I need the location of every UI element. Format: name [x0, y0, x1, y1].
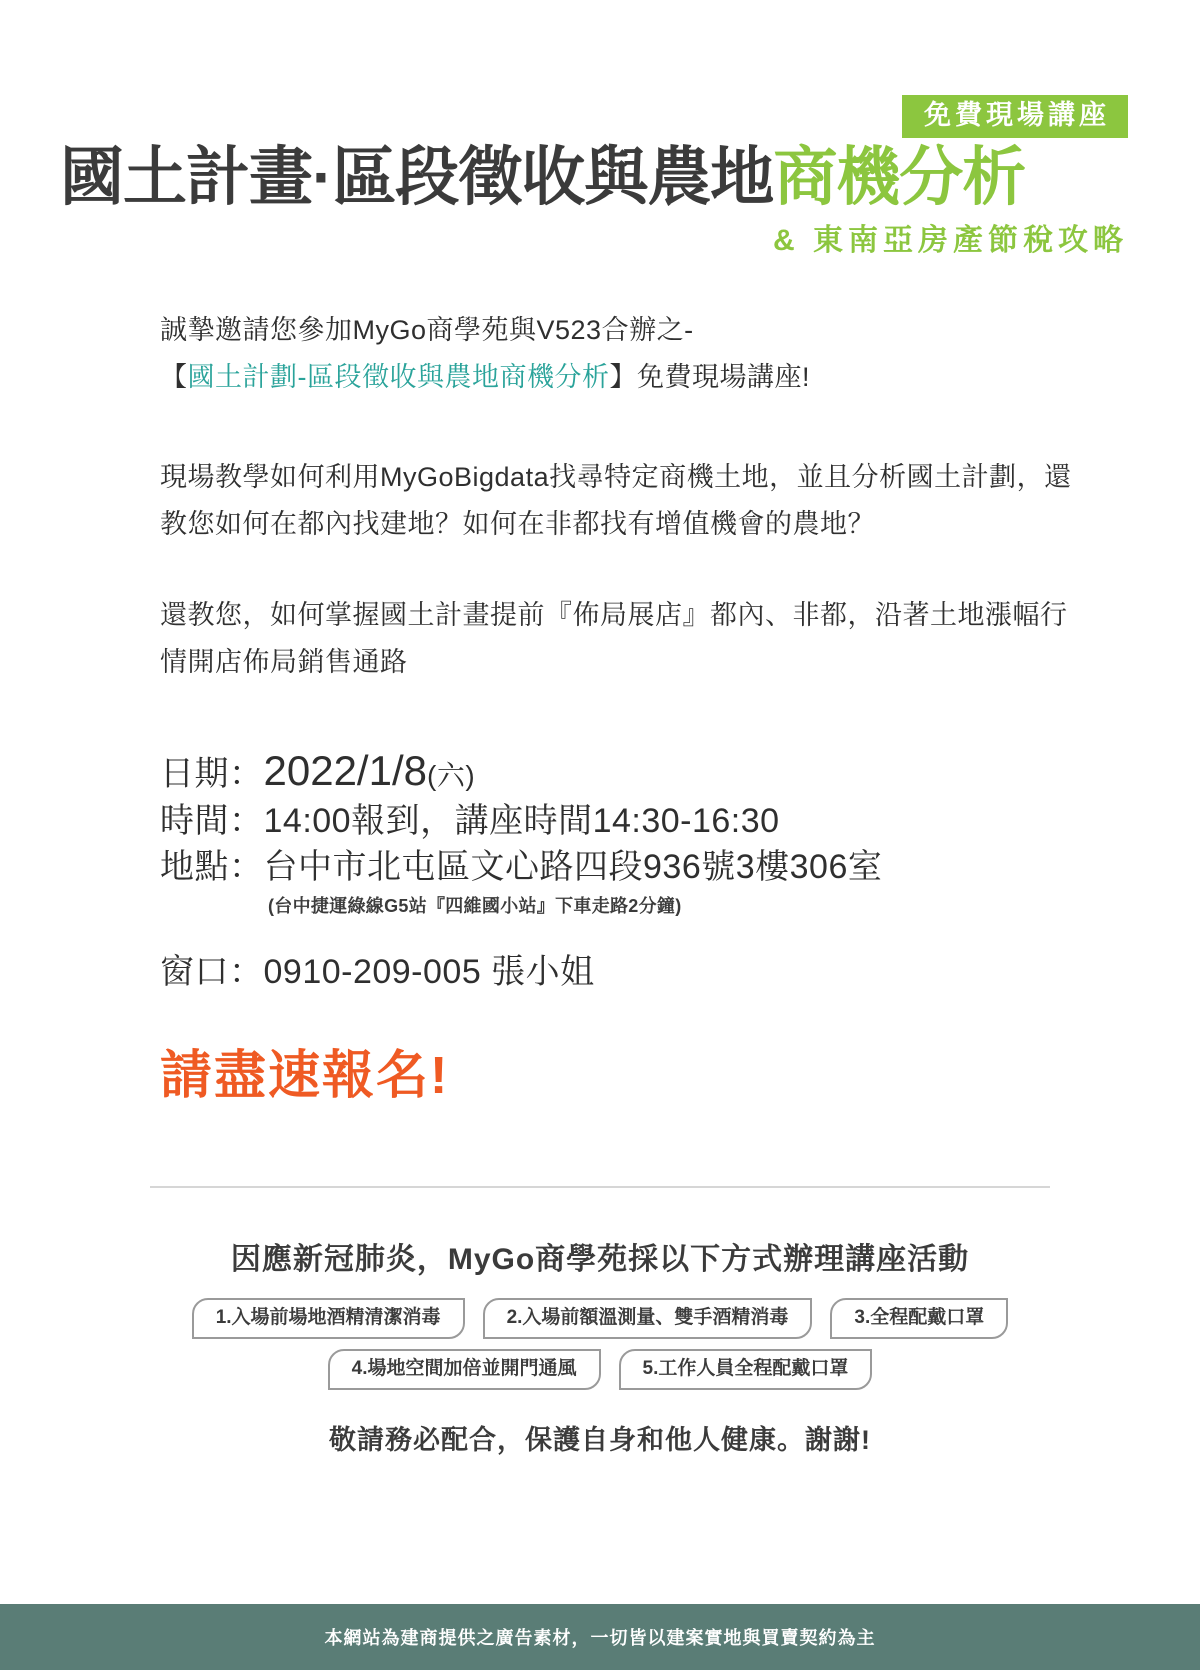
covid-notice [0, 1188, 1200, 1457]
event-time-label: 時間： [160, 801, 264, 840]
event-date-value: 2022/1/8 [263, 746, 427, 794]
cta-register-now: 請盡速報名! [160, 1047, 450, 1106]
poster-header [0, 0, 1200, 259]
list-item: 1.入場前場地酒精清潔消毒 [192, 1298, 465, 1339]
paragraph-2: 現場教學如何利用MyGoBigdata找尋特定商機土地，並且分析國土計劃，還教您如何在都內找建地？如何在非都找有增值機會的農地？ [160, 461, 1072, 539]
page-title [60, 141, 1140, 213]
list-item: 2.入場前額溫測量、雙手酒精消毒 [483, 1298, 813, 1339]
contact-label: 窗口： [160, 953, 264, 992]
event-place-note: (台中捷運綠線G5站『四維國小站』下車走路2分鐘) [268, 896, 682, 917]
subtitle-row [60, 215, 1140, 259]
list-item: 3.全程配戴口罩 [830, 1298, 1008, 1339]
intro-topic-highlight: 國土計劃-區段徵收與農地商機分析 [187, 362, 610, 393]
page-subtitle: & 東南亞房產節稅攻略 [773, 224, 1128, 258]
event-place-value: 台中市北屯區文心路四段936號3樓306室 [263, 847, 883, 886]
event-date-weekday: (六) [427, 759, 476, 791]
list-item: 5.工作人員全程配戴口罩 [619, 1349, 873, 1390]
event-time-line [160, 799, 1080, 845]
title-primary: 國土計畫·區段徵收與農地 [60, 141, 774, 213]
body-copy [0, 259, 1200, 687]
covid-footer-text: 敬請務必配合，保護自身和他人健康。謝謝! [329, 1424, 871, 1455]
paragraph-3: 還教您，如何掌握國土計畫提前『佈局展店』都內、非都，沿著土地漲幅行情開店佈局銷售通路 [160, 600, 1068, 678]
event-place-label: 地點： [160, 847, 264, 886]
event-place-line [160, 845, 1080, 891]
free-seminar-badge: 免費現場講座 [902, 95, 1128, 138]
bracket-open: 【 [160, 362, 188, 393]
intro-paragraph [160, 307, 1080, 402]
event-date-label: 日期： [160, 754, 264, 793]
title-accent: 商機分析 [773, 141, 1026, 213]
intro-line-1: 誠摯邀請您參加MyGo商學苑與V523合辦之- [160, 315, 694, 346]
covid-rules-list [80, 1298, 1120, 1339]
event-details [0, 721, 1200, 1108]
event-time-value: 14:00報到，講座時間14:30-16:30 [263, 801, 780, 840]
list-item: 4.場地空間加倍並開門通風 [328, 1349, 601, 1390]
bracket-close: 】免費現場講座! [609, 362, 811, 393]
footer-disclaimer: 本網站為建商提供之廣告素材，一切皆以建案實地與買賣契約為主 [324, 1628, 876, 1648]
footer-bar [0, 1604, 1200, 1670]
covid-rules-list-second-row [80, 1349, 1120, 1390]
contact-value[interactable]: 0910-209-005 張小姐 [263, 953, 595, 992]
badge-row [60, 95, 1140, 138]
covid-heading: 因應新冠肺炎，MyGo商學苑採以下方式辦理講座活動 [230, 1243, 970, 1277]
event-date-line [160, 743, 1080, 799]
intro-line-2 [160, 354, 1080, 401]
contact-line [160, 944, 1080, 993]
